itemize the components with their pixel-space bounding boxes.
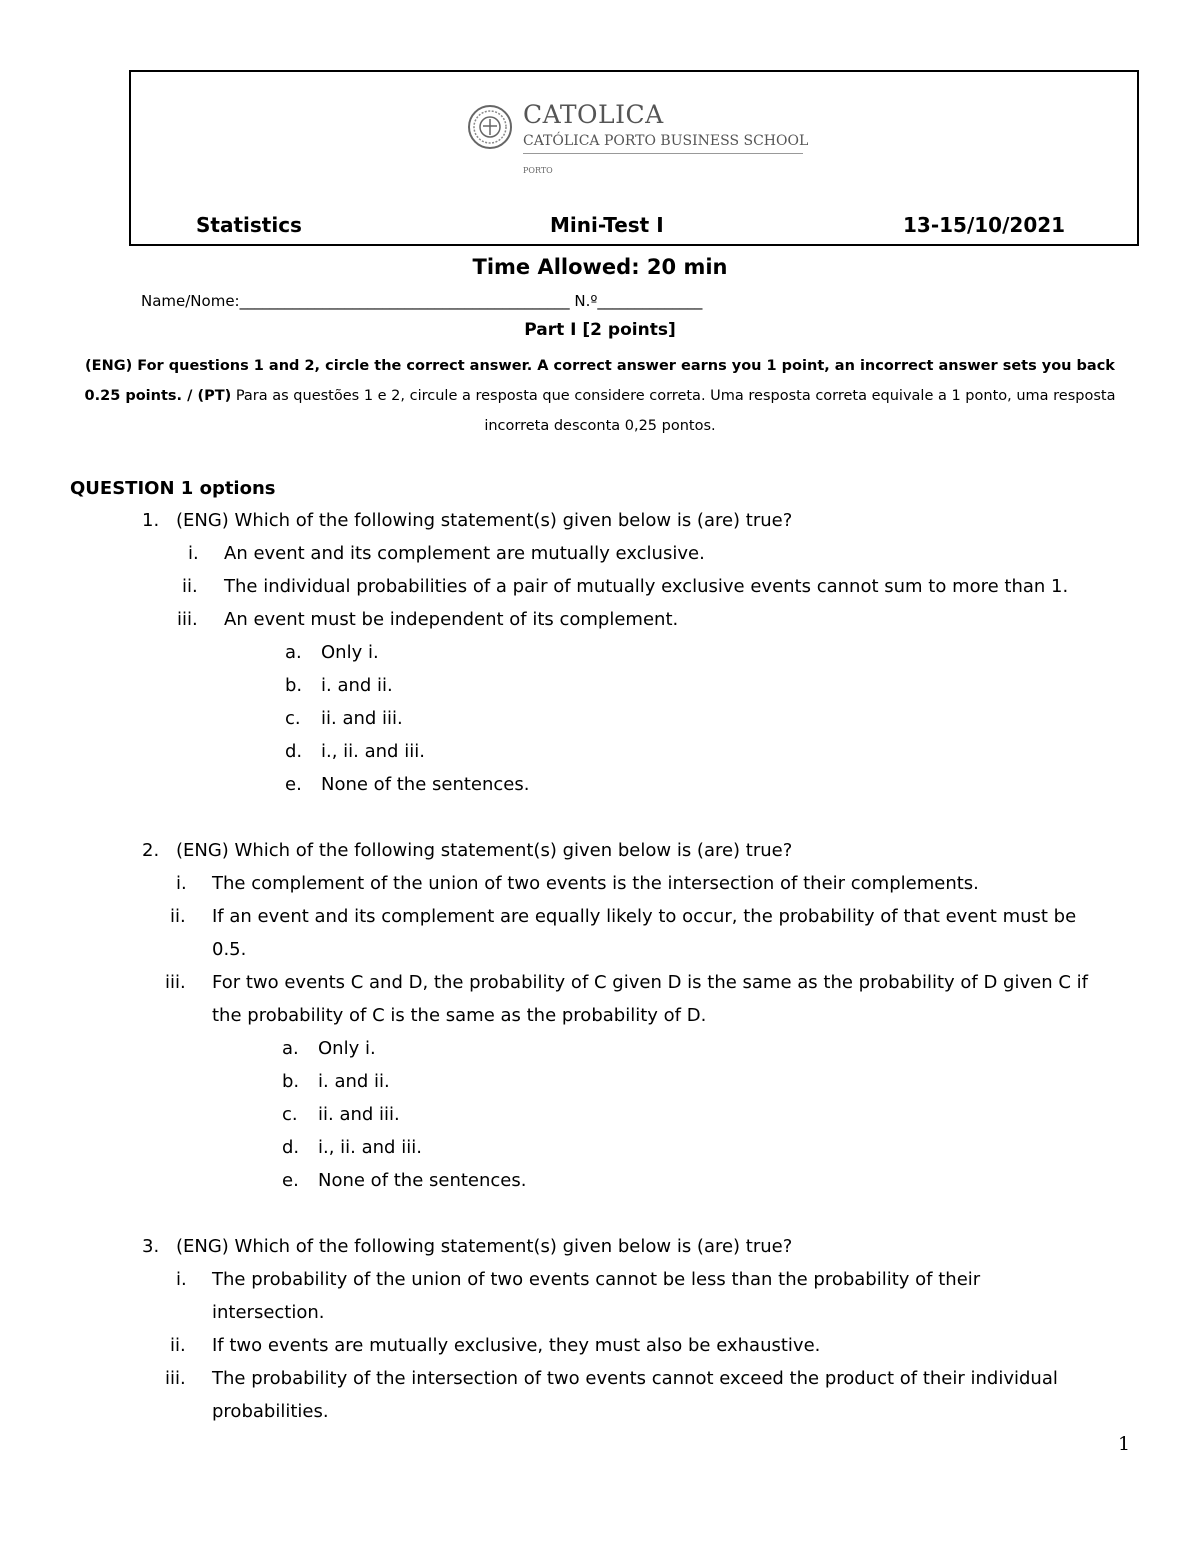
q2-statement-number: ii. — [170, 906, 186, 927]
q3-statement: The probability of the union of two events cannot be less than the probability of their — [212, 1269, 981, 1290]
time-allowed: Time Allowed: 20 min — [472, 255, 728, 279]
q2-option-letter[interactable]: a. — [282, 1038, 299, 1059]
q1-statement-number: ii. — [182, 576, 198, 597]
q1-statement: An event must be independent of its complement. — [224, 609, 679, 630]
seal-icon — [467, 104, 513, 150]
eng-tag: (ENG) — [85, 358, 133, 374]
q2-option[interactable]: ii. and iii. — [318, 1104, 400, 1125]
q1-statement: The individual probabilities of a pair of mutually exclusive events cannot sum to more than 1. — [224, 576, 1069, 597]
part-title: Part I [2 points] — [524, 320, 676, 340]
q2-statement-continued: the probability of C is the same as the probability of D. — [212, 1005, 707, 1026]
name-field: Name/Nome:____________________________________________ N.º______________ — [141, 292, 703, 310]
q1-option[interactable]: ii. and iii. — [321, 708, 403, 729]
logo-subtitle: CATÓLICA PORTO BUSINESS SCHOOL — [523, 133, 809, 149]
pt-tag: (PT) — [192, 388, 232, 404]
q2-statement: The complement of the union of two events is the intersection of their complements. — [212, 873, 979, 894]
q2-option[interactable]: Only i. — [318, 1038, 376, 1059]
q1-option-letter[interactable]: a. — [285, 642, 302, 663]
course-name: Statistics — [196, 213, 302, 237]
logo-title: CATOLICA — [523, 100, 664, 129]
page-number: 1 — [1118, 1433, 1131, 1455]
q2-option[interactable]: i. and ii. — [318, 1071, 390, 1092]
q3-statement-continued: intersection. — [212, 1302, 325, 1323]
eng-instructions: For questions 1 and 2, circle the correct answer. A correct answer earns you 1 point, an incorrect answer sets you back 0.25 points. / — [84, 358, 1115, 404]
q2-option-letter[interactable]: d. — [282, 1137, 300, 1158]
q1-statement-number: iii. — [177, 609, 198, 630]
q1-option-letter[interactable]: e. — [285, 774, 302, 795]
q2-number: 2. — [142, 840, 160, 861]
q1-option[interactable]: None of the sentences. — [321, 774, 530, 795]
q2-option-letter[interactable]: e. — [282, 1170, 299, 1191]
logo-city: PORTO — [523, 166, 553, 175]
q3-statement-continued: probabilities. — [212, 1401, 329, 1422]
q3-prompt: (ENG) Which of the following statement(s) given below is (are) true? — [176, 1236, 793, 1257]
q1-option[interactable]: Only i. — [321, 642, 379, 663]
question-header: QUESTION 1 options — [70, 478, 276, 499]
q1-statement: An event and its complement are mutually exclusive. — [224, 543, 705, 564]
school-logo — [467, 100, 812, 180]
q1-option-letter[interactable]: b. — [285, 675, 303, 696]
q2-option[interactable]: i., ii. and iii. — [318, 1137, 422, 1158]
q2-option[interactable]: None of the sentences. — [318, 1170, 527, 1191]
q2-option-letter[interactable]: b. — [282, 1071, 300, 1092]
q1-option-letter[interactable]: d. — [285, 741, 303, 762]
instructions — [70, 351, 1130, 441]
q2-option-letter[interactable]: c. — [282, 1104, 298, 1125]
q1-statement-number: i. — [188, 543, 199, 564]
q3-statement: If two events are mutually exclusive, they must also be exhaustive. — [212, 1335, 821, 1356]
q2-statement-number: i. — [176, 873, 187, 894]
q2-statement-number: iii. — [165, 972, 186, 993]
test-date: 13-15/10/2021 — [903, 213, 1066, 237]
pt-instructions: Para as questões 1 e 2, circule a resposta que considere correta. Uma resposta correta equivale a 1 ponto, uma resposta incorreta desconta 0,25 pontos. — [231, 388, 1116, 434]
q2-statement-continued: 0.5. — [212, 939, 247, 960]
logo-divider — [523, 153, 803, 154]
q2-statement: If an event and its complement are equally likely to occur, the probability of that event must be — [212, 906, 1077, 927]
q3-number: 3. — [142, 1236, 160, 1257]
q3-statement-number: iii. — [165, 1368, 186, 1389]
q1-option-letter[interactable]: c. — [285, 708, 301, 729]
q2-statement: For two events C and D, the probability of C given D is the same as the probability of D given C if — [212, 972, 1088, 993]
q1-option[interactable]: i. and ii. — [321, 675, 393, 696]
q3-statement-number: ii. — [170, 1335, 186, 1356]
q1-number: 1. — [142, 510, 160, 531]
q1-prompt: (ENG) Which of the following statement(s) given below is (are) true? — [176, 510, 793, 531]
q3-statement-number: i. — [176, 1269, 187, 1290]
test-name: Mini-Test I — [550, 213, 664, 237]
q2-prompt: (ENG) Which of the following statement(s) given below is (are) true? — [176, 840, 793, 861]
q1-option[interactable]: i., ii. and iii. — [321, 741, 425, 762]
q3-statement: The probability of the intersection of two events cannot exceed the product of their individual — [212, 1368, 1058, 1389]
